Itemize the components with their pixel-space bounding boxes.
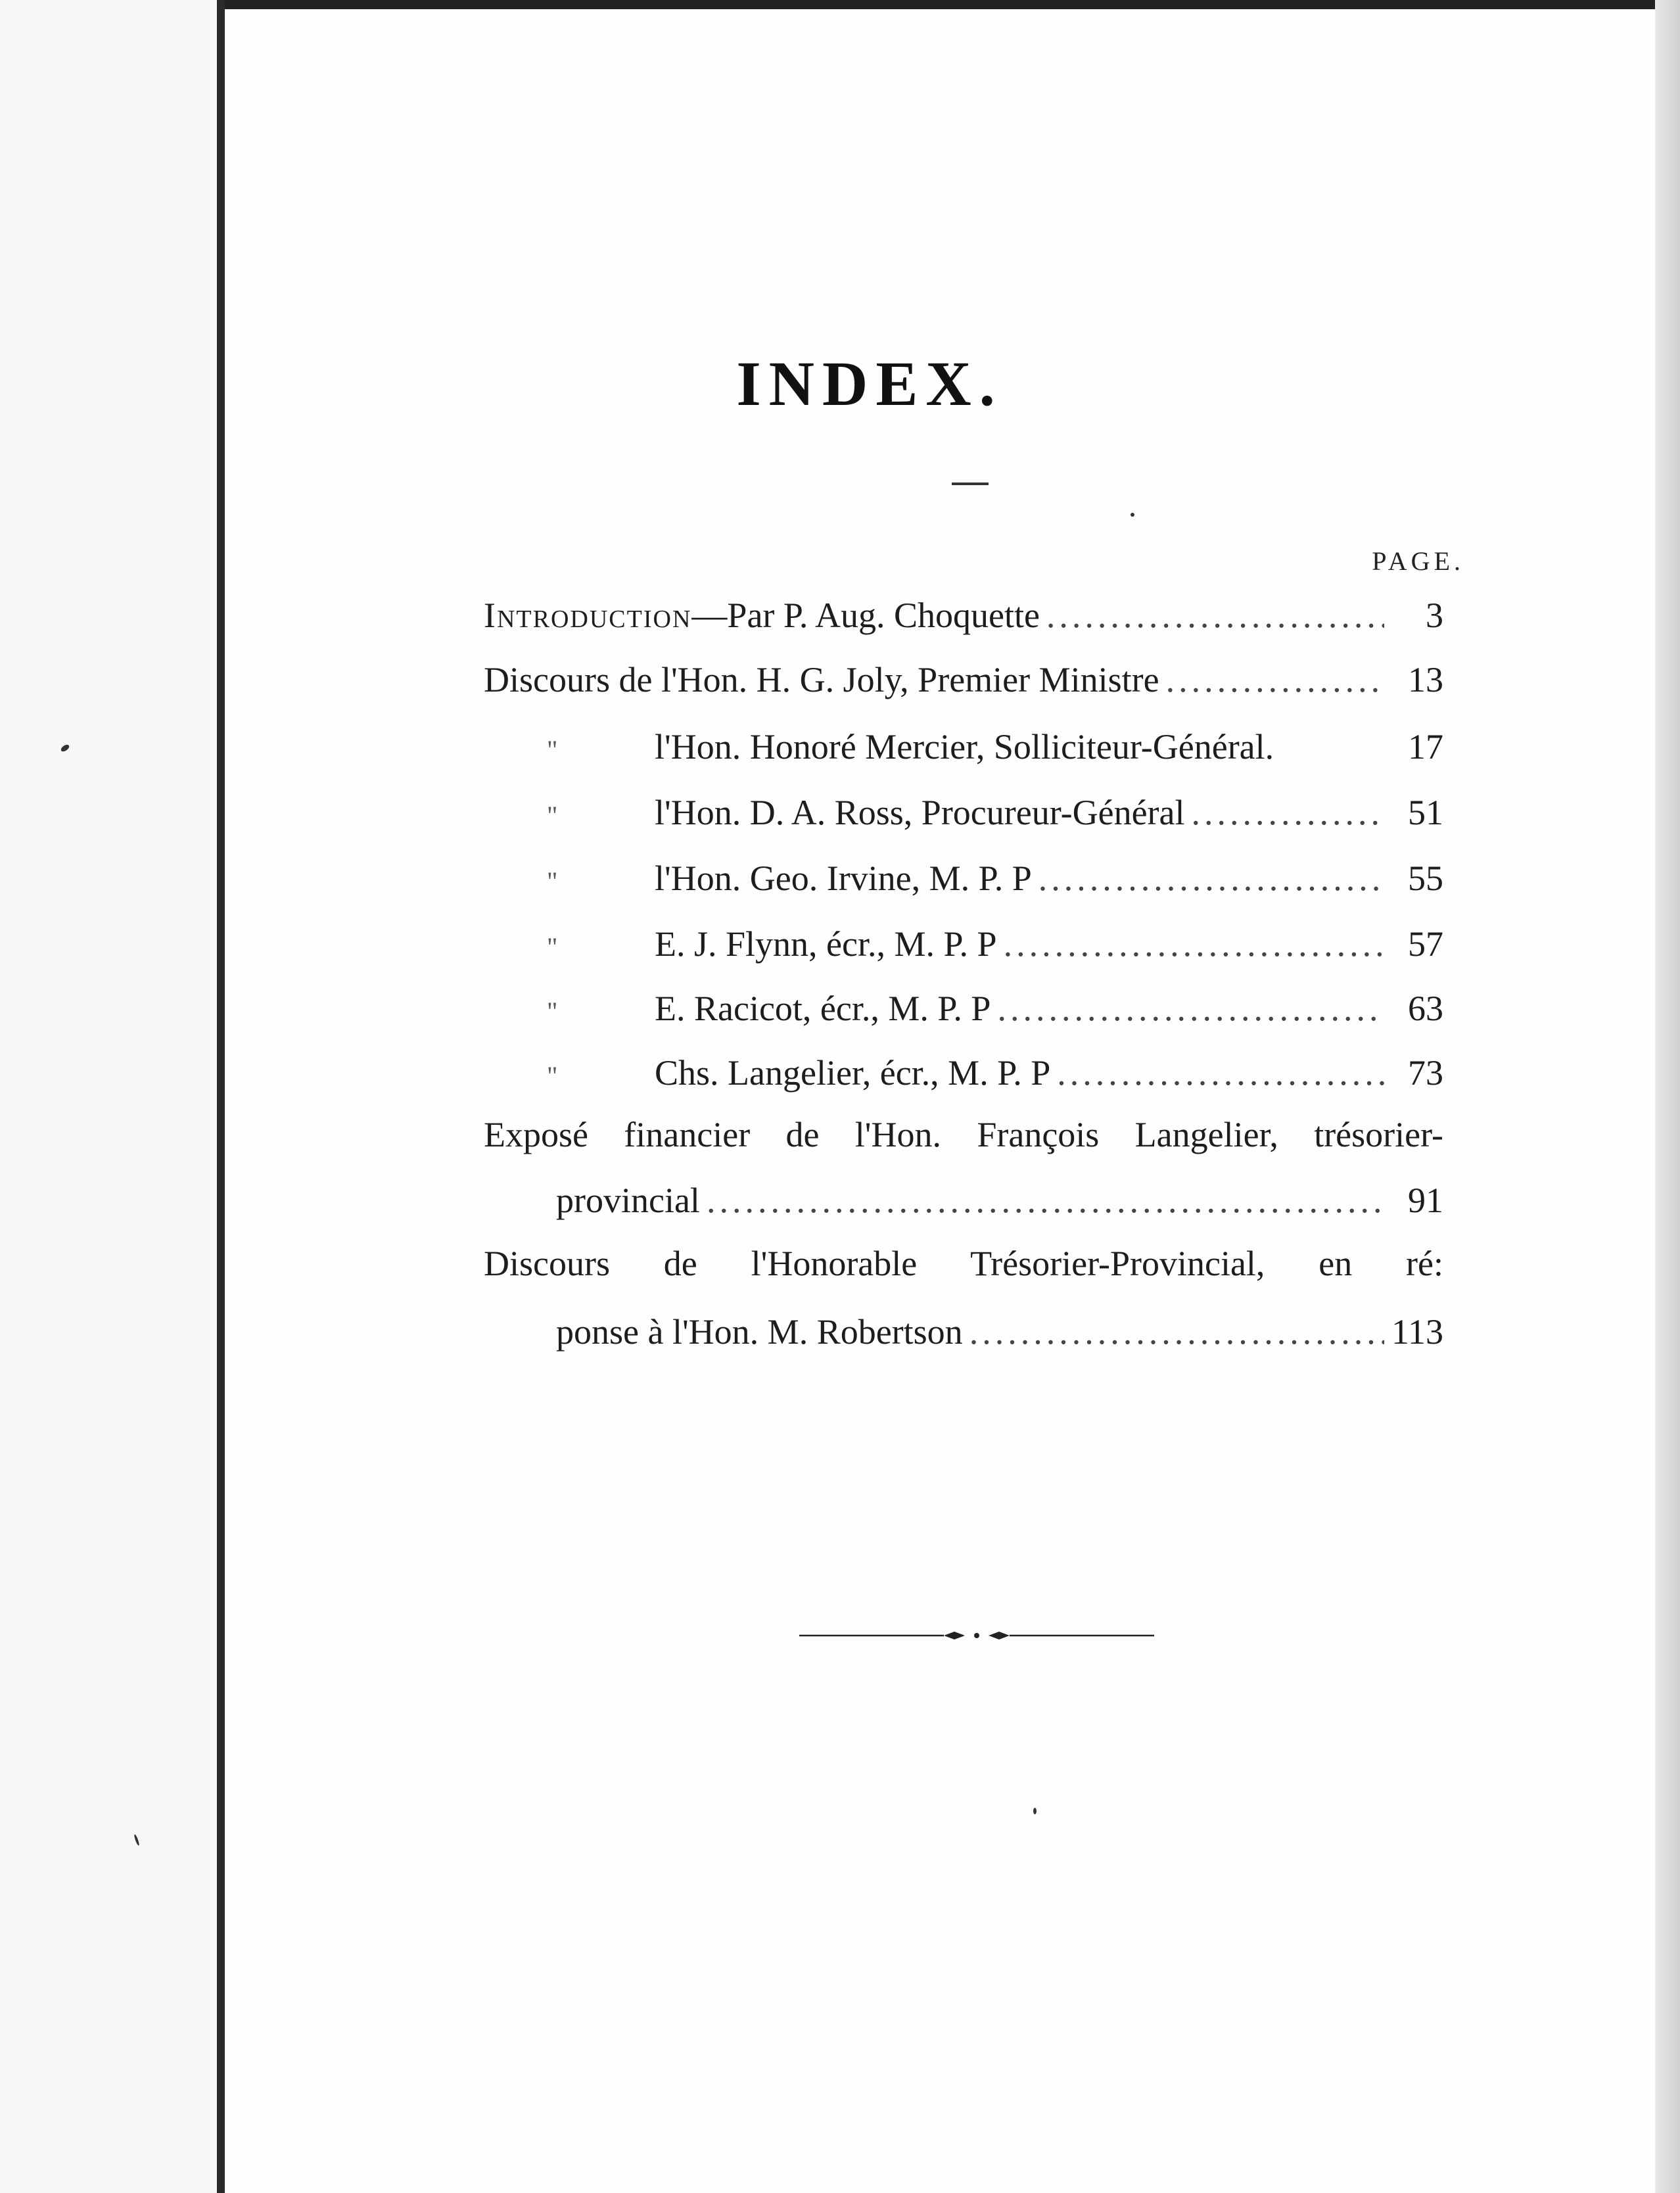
scan-speck	[1131, 513, 1134, 517]
entry-page-number: 3	[1426, 596, 1443, 635]
ditto-mark: "	[547, 866, 558, 896]
right-page-edge	[1655, 0, 1680, 2193]
entry-text: —Par P. Aug. Choquette	[691, 596, 1040, 635]
entry-page-number: 73	[1408, 1053, 1443, 1093]
entry-page-number: 113	[1391, 1312, 1443, 1352]
scan-speck	[1033, 1808, 1037, 1814]
index-entry	[556, 1179, 1443, 1221]
dot-leader	[1038, 857, 1384, 899]
dot-leader	[1192, 791, 1385, 834]
ditto-mark: "	[547, 801, 558, 830]
dot-leader	[1046, 594, 1384, 636]
entry-page-number: 57	[1408, 924, 1443, 964]
entry-page-number: 17	[1408, 727, 1443, 766]
dot-leader	[1166, 659, 1384, 701]
dot-leader	[707, 1179, 1384, 1221]
entry-text: l'Hon. Geo. Irvine, M. P. P	[655, 859, 1032, 898]
entry-lead: Introduction	[484, 596, 692, 635]
entry-text: l'Hon. D. A. Ross, Procureur-Général	[655, 793, 1185, 832]
ditto-mark: "	[547, 735, 558, 765]
entry-page-number: 51	[1408, 793, 1443, 832]
entry-page-number: 55	[1408, 859, 1443, 898]
dot-leader	[1004, 923, 1384, 965]
index-entry	[484, 594, 1443, 636]
entry-text: Discours de l'Hon. H. G. Joly, Premier Ministre	[484, 660, 1159, 699]
ditto-mark: "	[547, 997, 558, 1026]
discours-final-line-1: Discours de l'Honorable Trésorier-Provincial, en ré:	[484, 1244, 1443, 1283]
page-title: INDEX.	[736, 348, 1003, 419]
entry-page-number: 63	[1408, 989, 1443, 1028]
index-entry	[484, 987, 1443, 1033]
entry-text: E. Racicot, écr., M. P. P	[655, 989, 991, 1028]
ditto-mark: "	[547, 932, 558, 962]
title-rule	[952, 483, 989, 485]
entry-page-number: 13	[1408, 660, 1443, 699]
index-page	[225, 9, 1655, 2193]
entry-page-number: 91	[1408, 1181, 1443, 1220]
expose-line-1: Exposé financier de l'Hon. François Langelier, trésorier-	[484, 1115, 1443, 1154]
index-entry	[484, 791, 1443, 837]
entry-text: ponse à l'Hon. M. Robertson	[556, 1312, 963, 1352]
top-page-edge	[225, 0, 1680, 9]
entry-text: E. J. Flynn, écr., M. P. P	[655, 924, 997, 964]
book-spine-edge	[217, 0, 225, 2193]
entry-text: Chs. Langelier, écr., M. P. P	[655, 1053, 1051, 1093]
dot-leader	[969, 1311, 1384, 1353]
dot-leader	[1057, 1052, 1384, 1094]
dot-leader	[997, 987, 1384, 1029]
index-entry	[484, 923, 1443, 968]
entry-text: provincial	[556, 1181, 700, 1220]
index-entry	[484, 726, 1443, 771]
index-entry	[484, 659, 1443, 701]
ditto-mark: "	[547, 1061, 558, 1091]
facing-page-margin	[0, 0, 217, 2193]
index-entry	[556, 1311, 1443, 1353]
ornamental-rule	[799, 1628, 1154, 1643]
entry-text: l'Hon. Honoré Mercier, Solliciteur-Général.	[655, 727, 1274, 766]
index-entry	[484, 857, 1443, 903]
page-column-heading: PAGE.	[1372, 546, 1464, 576]
index-entry	[484, 1052, 1443, 1097]
